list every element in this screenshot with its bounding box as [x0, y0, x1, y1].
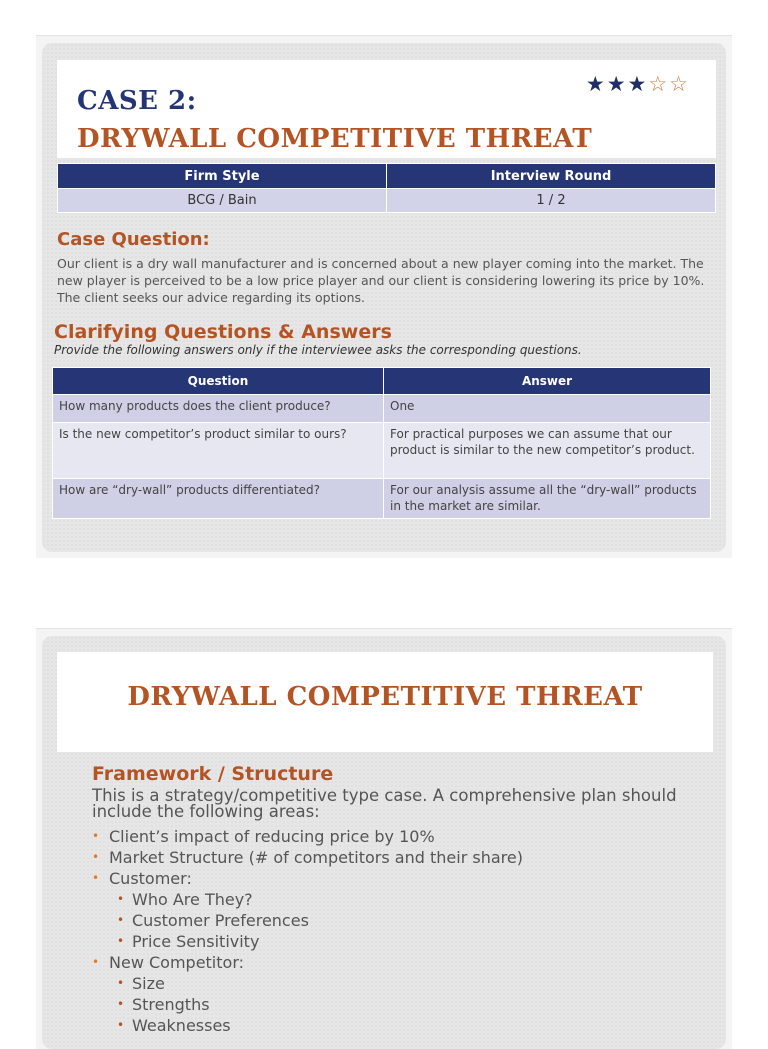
slide-2: [42, 636, 726, 1049]
table-row: [53, 479, 711, 519]
star-filled-icon: ★: [627, 72, 649, 96]
star-empty-icon: ☆: [669, 72, 690, 96]
framework-bullets: [92, 826, 523, 1036]
question-header: Question: [53, 368, 384, 395]
slide-1-title-box: [57, 60, 716, 158]
question-cell: How many products does the client produce?: [53, 395, 384, 423]
list-item: • Strengths: [117, 995, 210, 1014]
qa-table: [52, 367, 711, 519]
framework-heading: Framework / Structure: [92, 763, 334, 785]
firm-style-table: [57, 163, 716, 213]
case-title: DRYWALL COMPETITIVE THREAT: [77, 124, 593, 154]
question-cell: How are “dry-wall” products differentiated?: [53, 479, 384, 519]
question-cell: Is the new competitor’s product similar to ours?: [53, 423, 384, 479]
table-row: [53, 395, 711, 423]
list-item: • Customer Preferences: [117, 911, 309, 930]
slide-1: [42, 43, 726, 552]
list-item: • Who Are They?: [117, 890, 253, 909]
case-question-heading: Case Question:: [57, 229, 210, 250]
list-item: • New Competitor:: [92, 953, 244, 972]
slide-1-frame: [36, 35, 732, 558]
list-item: • Weaknesses: [117, 1016, 231, 1035]
slide-2-title: DRYWALL COMPETITIVE THREAT: [127, 682, 643, 712]
slide-2-title-box: [57, 652, 713, 752]
firm-style-header: Firm Style: [58, 164, 387, 189]
answer-cell: For practical purposes we can assume that our product is similar to the new competitor’s product.: [384, 423, 711, 479]
firm-style-value: BCG / Bain: [58, 189, 387, 213]
difficulty-rating: [586, 72, 690, 96]
list-item: • Size: [117, 974, 165, 993]
list-item: • Client’s impact of reducing price by 10%: [92, 827, 435, 846]
answer-cell: For our analysis assume all the “dry-wall” products in the market are similar.: [384, 479, 711, 519]
star-filled-icon: ★: [585, 72, 607, 96]
list-item: • Price Sensitivity: [117, 932, 260, 951]
star-filled-icon: ★: [606, 72, 628, 96]
answer-cell: One: [384, 395, 711, 423]
case-label: CASE 2:: [77, 86, 197, 116]
clarifying-heading: Clarifying Questions & Answers: [54, 321, 392, 343]
answer-header: Answer: [384, 368, 711, 395]
case-question-text: Our client is a dry wall manufacturer and is concerned about a new player coming into the market. The new player is perceived to be a low price player and our client is considering lowering its price by 10%. The client seeks our advice regarding its options.: [57, 256, 705, 305]
clarifying-note: Provide the following answers only if the interviewee asks the corresponding questions.: [54, 343, 582, 357]
interview-round-header: Interview Round: [387, 164, 716, 189]
table-row: [53, 423, 711, 479]
slide-2-frame: [36, 628, 732, 1049]
list-item: • Customer:: [92, 869, 192, 888]
interview-round-value: 1 / 2: [387, 189, 716, 213]
star-empty-icon: ☆: [648, 72, 670, 96]
framework-intro: This is a strategy/competitive type case. A comprehensive plan should include the following areas:: [92, 786, 677, 821]
list-item: • Market Structure (# of competitors and their share): [92, 848, 523, 867]
